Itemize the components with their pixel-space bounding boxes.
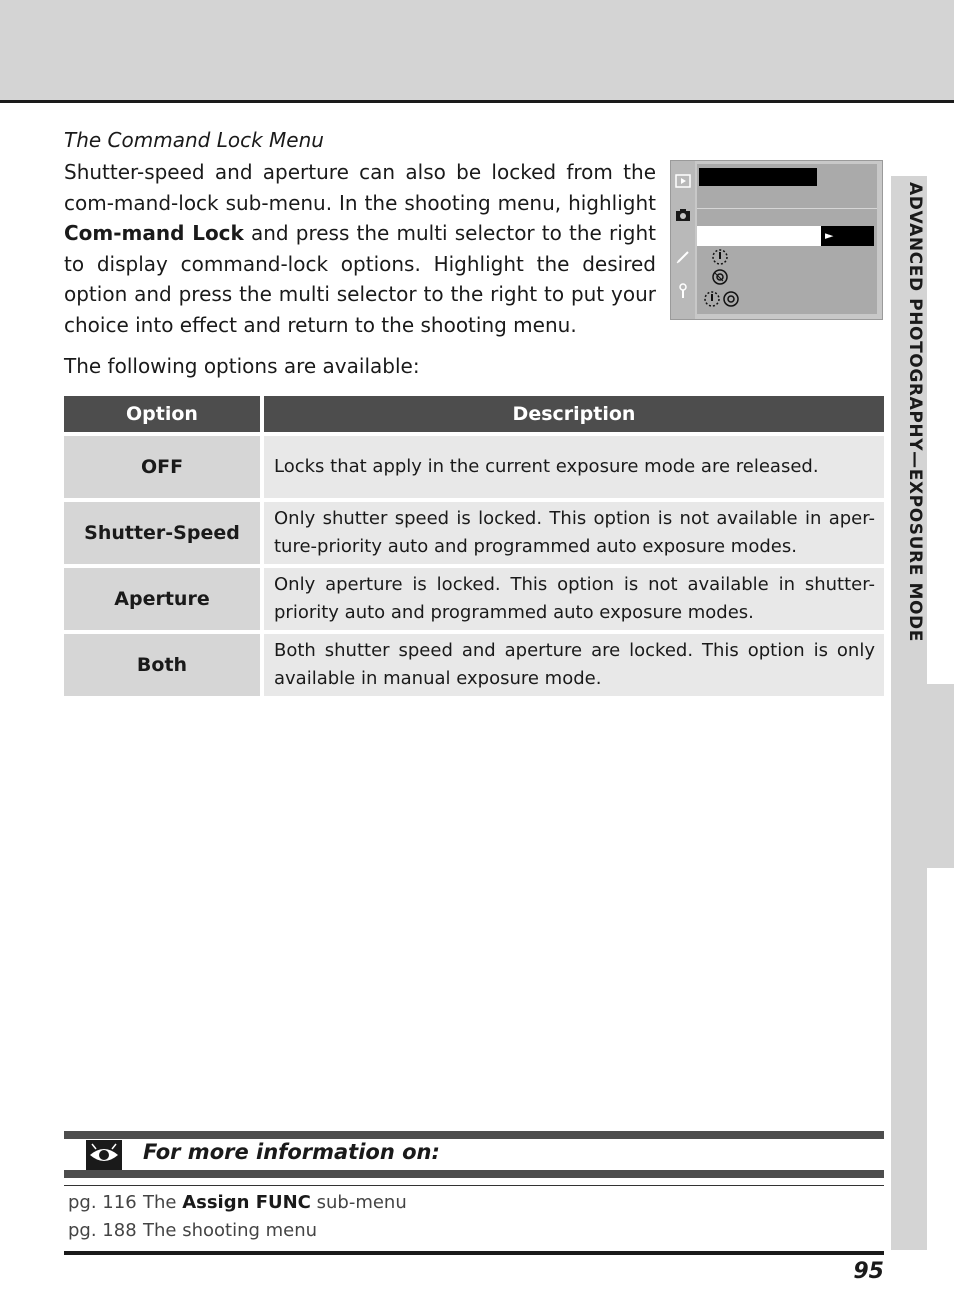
intro-paragraph bbox=[64, 157, 656, 340]
menu-title-bar bbox=[699, 168, 817, 186]
shutter-speed-icon bbox=[709, 248, 731, 270]
section-heading: The Command Lock Menu bbox=[64, 128, 324, 152]
intro-bold-term: Com-mand Lock bbox=[64, 221, 244, 245]
camera-icon bbox=[675, 207, 691, 223]
header-rule bbox=[0, 100, 954, 103]
reference-text: The bbox=[143, 1192, 183, 1213]
option-cell: Both bbox=[64, 630, 264, 696]
options-lead-in: The following options are available: bbox=[64, 354, 420, 378]
shutter-aperture-icon bbox=[701, 290, 743, 312]
header-band bbox=[0, 0, 954, 100]
intro-text-2: and press the multi selector to the right to display command-lock options. Highlight the desired option and press the multi selector to the right to put your choice into effect and return to the shooting menu. bbox=[64, 221, 656, 337]
header-description: Description bbox=[264, 396, 884, 432]
reference-bold: Assign FUNC bbox=[182, 1192, 311, 1213]
info-bar-bottom bbox=[64, 1170, 884, 1178]
description-cell: Only aperture is locked. This option is not available in shutter-priority auto and programmed auto exposure modes. bbox=[264, 564, 884, 630]
option-cell: Aperture bbox=[64, 564, 264, 630]
table-header-row bbox=[64, 396, 884, 432]
footer-rule bbox=[64, 1251, 884, 1255]
info-title: For more information on: bbox=[143, 1140, 440, 1164]
reference-text-post: sub-menu bbox=[310, 1192, 407, 1213]
table-row bbox=[64, 630, 884, 696]
intro-text-1: Shutter-speed and aperture can also be locked from the com-mand-lock sub-menu. In the shooting menu, highlight bbox=[64, 160, 656, 215]
header-option: Option bbox=[64, 396, 264, 432]
wrench-icon bbox=[675, 283, 691, 299]
play-icon bbox=[675, 173, 691, 189]
menu-arrow: ► bbox=[821, 226, 874, 246]
menu-panel bbox=[697, 164, 877, 314]
pencil-icon bbox=[675, 249, 691, 265]
option-cell: Shutter-Speed bbox=[64, 498, 264, 564]
table-row bbox=[64, 498, 884, 564]
command-lock-menu-screenshot bbox=[670, 160, 883, 320]
description-cell: Only shutter speed is locked. This option is not available in aper-ture-priority auto and programmed auto exposure modes. bbox=[264, 498, 884, 564]
reference-page: pg. 188 bbox=[68, 1220, 137, 1241]
menu-highlighted-row bbox=[697, 226, 821, 246]
info-bar-top bbox=[64, 1131, 884, 1139]
reference-item bbox=[68, 1192, 407, 1213]
aperture-icon bbox=[709, 268, 731, 290]
eye-icon bbox=[86, 1140, 122, 1170]
menu-separator bbox=[697, 208, 877, 209]
page-number: 95 bbox=[853, 1259, 884, 1284]
option-cell: OFF bbox=[64, 432, 264, 498]
options-table bbox=[64, 396, 884, 696]
chapter-title: ADVANCED PHOTOGRAPHY—EXPOSURE MODE bbox=[905, 182, 925, 642]
description-cell: Locks that apply in the current exposure mode are released. bbox=[264, 432, 884, 498]
reference-text: The shooting menu bbox=[143, 1220, 318, 1241]
menu-rail bbox=[671, 161, 695, 319]
table-row bbox=[64, 564, 884, 630]
reference-item bbox=[68, 1220, 317, 1241]
chapter-tab-marker bbox=[927, 684, 954, 868]
table-row bbox=[64, 432, 884, 498]
description-cell: Both shutter speed and aperture are locked. This option is only available in manual exposure mode. bbox=[264, 630, 884, 696]
info-rule bbox=[64, 1185, 884, 1186]
reference-page: pg. 116 bbox=[68, 1192, 137, 1213]
